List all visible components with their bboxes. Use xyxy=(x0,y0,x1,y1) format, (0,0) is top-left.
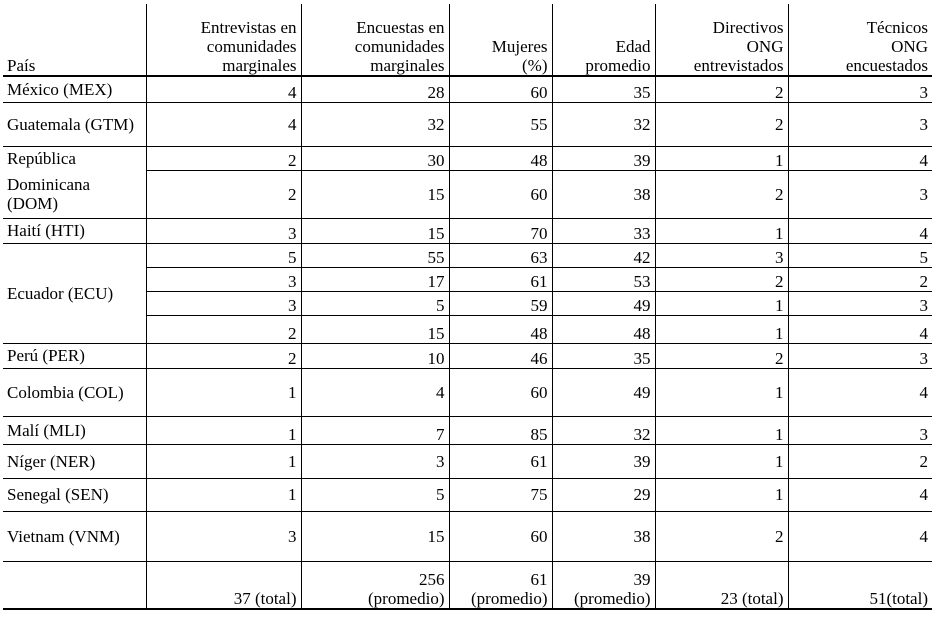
data-cell: 28 xyxy=(301,76,449,102)
table-row xyxy=(3,368,932,416)
data-cell: 3 xyxy=(655,243,788,267)
country-cell: República xyxy=(3,146,146,170)
data-cell: 4 xyxy=(788,315,932,343)
country-cell: Malí (MLI) xyxy=(3,416,146,444)
data-cell: 2 xyxy=(146,170,301,218)
data-cell: 1 xyxy=(146,368,301,416)
data-cell: 33 xyxy=(552,218,655,243)
data-cell: 3 xyxy=(146,291,301,315)
data-cell: 1 xyxy=(655,368,788,416)
data-cell: 1 xyxy=(655,444,788,478)
data-cell: 32 xyxy=(552,416,655,444)
data-cell: 4 xyxy=(788,146,932,170)
data-cell: 2 xyxy=(146,315,301,343)
data-cell: 1 xyxy=(655,315,788,343)
data-cell: 61 xyxy=(449,444,552,478)
data-cell: 2 xyxy=(146,343,301,368)
table-row xyxy=(3,243,932,267)
data-cell: 55 xyxy=(449,102,552,146)
table-row xyxy=(3,511,932,561)
data-cell: 1 xyxy=(146,478,301,511)
header-age: Edad promedio xyxy=(552,4,655,76)
data-cell: 32 xyxy=(552,102,655,146)
data-cell: 49 xyxy=(552,368,655,416)
header-ngo-technicians: Técnicos ONG encuestados xyxy=(788,4,932,76)
data-cell: 3 xyxy=(788,343,932,368)
data-cell: 30 xyxy=(301,146,449,170)
data-cell: 4 xyxy=(788,218,932,243)
data-cell: 2 xyxy=(146,146,301,170)
survey-table xyxy=(3,4,932,610)
data-cell: 3 xyxy=(788,76,932,102)
data-cell: 38 xyxy=(552,170,655,218)
country-cell: Ecuador (ECU) xyxy=(3,243,146,343)
data-cell: 4 xyxy=(146,76,301,102)
table-row xyxy=(3,218,932,243)
data-cell: 1 xyxy=(655,218,788,243)
header-interviews: Entrevistas en comunidades marginales xyxy=(146,4,301,76)
data-cell: 2 xyxy=(655,102,788,146)
header-country: País xyxy=(3,4,146,76)
table-row xyxy=(3,102,932,146)
total-ngo-technicians: 51(total) xyxy=(788,561,932,609)
total-age: 39 (promedio) xyxy=(552,561,655,609)
country-cell: Guatemala (GTM) xyxy=(3,102,146,146)
data-cell: 5 xyxy=(301,291,449,315)
table-row xyxy=(3,416,932,444)
header-ngo-directors: Directivos ONG entrevistados xyxy=(655,4,788,76)
total-interviews: 37 (total) xyxy=(146,561,301,609)
data-cell: 15 xyxy=(301,315,449,343)
data-cell: 55 xyxy=(301,243,449,267)
data-cell: 53 xyxy=(552,267,655,291)
data-cell: 4 xyxy=(146,102,301,146)
total-women: 61 (promedio) xyxy=(449,561,552,609)
data-cell: 3 xyxy=(788,170,932,218)
data-cell: 38 xyxy=(552,511,655,561)
data-cell: 60 xyxy=(449,170,552,218)
data-cell: 63 xyxy=(449,243,552,267)
data-cell: 35 xyxy=(552,76,655,102)
header-surveys: Encuestas en comunidades marginales xyxy=(301,4,449,76)
data-cell: 60 xyxy=(449,511,552,561)
data-cell: 3 xyxy=(301,444,449,478)
data-cell: 39 xyxy=(552,444,655,478)
table-row xyxy=(3,478,932,511)
data-cell: 48 xyxy=(449,315,552,343)
country-cell: Haití (HTI) xyxy=(3,218,146,243)
data-cell: 5 xyxy=(301,478,449,511)
data-cell: 48 xyxy=(449,146,552,170)
country-cell: Perú (PER) xyxy=(3,343,146,368)
data-cell: 1 xyxy=(655,291,788,315)
table-row xyxy=(3,343,932,368)
data-cell: 35 xyxy=(552,343,655,368)
data-cell: 3 xyxy=(146,218,301,243)
data-cell: 7 xyxy=(301,416,449,444)
data-cell: 10 xyxy=(301,343,449,368)
data-cell: 17 xyxy=(301,267,449,291)
data-cell: 1 xyxy=(655,478,788,511)
country-cell: Senegal (SEN) xyxy=(3,478,146,511)
totals-label-cell xyxy=(3,561,146,609)
data-cell: 3 xyxy=(788,102,932,146)
data-cell: 15 xyxy=(301,511,449,561)
data-cell: 42 xyxy=(552,243,655,267)
data-cell: 3 xyxy=(788,416,932,444)
data-cell: 2 xyxy=(655,511,788,561)
total-surveys: 256 (promedio) xyxy=(301,561,449,609)
table-row xyxy=(3,444,932,478)
table-row xyxy=(3,170,932,218)
data-cell: 3 xyxy=(788,291,932,315)
data-cell: 1 xyxy=(655,416,788,444)
data-cell: 3 xyxy=(146,511,301,561)
data-cell: 85 xyxy=(449,416,552,444)
data-cell: 2 xyxy=(788,444,932,478)
data-cell: 39 xyxy=(552,146,655,170)
data-cell: 4 xyxy=(788,368,932,416)
country-cell: Dominicana (DOM) xyxy=(3,170,146,218)
country-cell: Colombia (COL) xyxy=(3,368,146,416)
country-cell: México (MEX) xyxy=(3,76,146,102)
table-row xyxy=(3,76,932,102)
data-cell: 49 xyxy=(552,291,655,315)
data-cell: 2 xyxy=(655,170,788,218)
data-cell: 5 xyxy=(788,243,932,267)
data-cell: 2 xyxy=(655,343,788,368)
total-ngo-directors: 23 (total) xyxy=(655,561,788,609)
data-cell: 2 xyxy=(655,76,788,102)
data-cell: 46 xyxy=(449,343,552,368)
table-row xyxy=(3,146,932,170)
data-cell: 15 xyxy=(301,218,449,243)
data-cell: 70 xyxy=(449,218,552,243)
data-cell: 1 xyxy=(146,416,301,444)
data-cell: 3 xyxy=(146,267,301,291)
header-women: Mujeres (%) xyxy=(449,4,552,76)
data-cell: 1 xyxy=(655,146,788,170)
data-cell: 2 xyxy=(788,267,932,291)
data-cell: 1 xyxy=(146,444,301,478)
data-cell: 4 xyxy=(788,511,932,561)
country-cell: Níger (NER) xyxy=(3,444,146,478)
data-cell: 61 xyxy=(449,267,552,291)
data-cell: 15 xyxy=(301,170,449,218)
data-cell: 29 xyxy=(552,478,655,511)
data-cell: 5 xyxy=(146,243,301,267)
totals-row xyxy=(3,561,932,609)
data-cell: 59 xyxy=(449,291,552,315)
data-cell: 60 xyxy=(449,368,552,416)
data-cell: 75 xyxy=(449,478,552,511)
data-cell: 60 xyxy=(449,76,552,102)
data-cell: 32 xyxy=(301,102,449,146)
data-cell: 4 xyxy=(788,478,932,511)
data-cell: 48 xyxy=(552,315,655,343)
data-cell: 4 xyxy=(301,368,449,416)
header-row xyxy=(3,4,932,76)
data-cell: 2 xyxy=(655,267,788,291)
country-cell: Vietnam (VNM) xyxy=(3,511,146,561)
